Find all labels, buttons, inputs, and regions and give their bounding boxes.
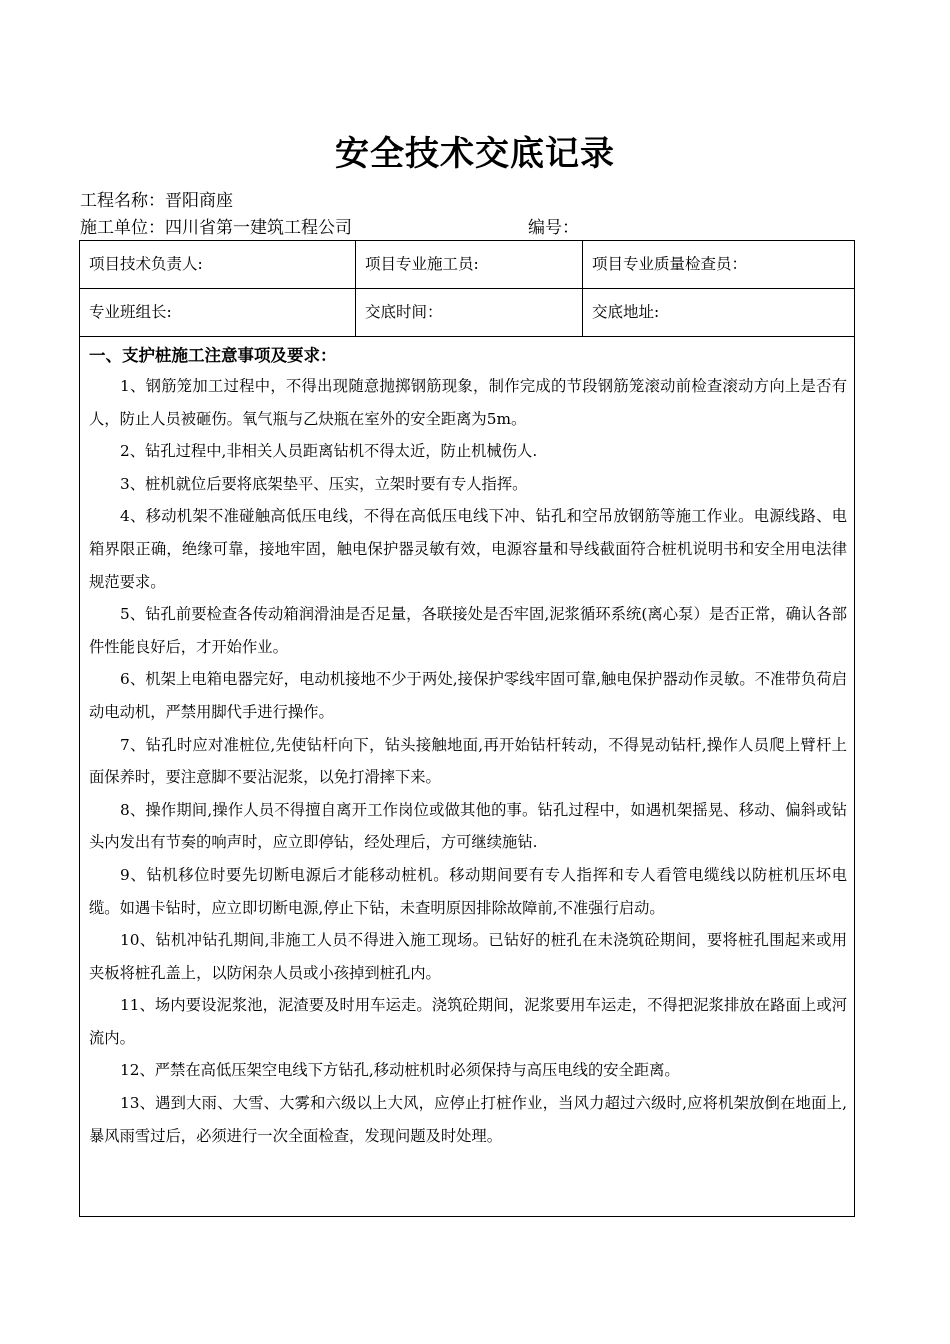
paragraph-2: 2、钻孔过程中,非相关人员距离钻机不得太近，防止机械伤人. — [120, 442, 538, 461]
paragraph-10: 10、钻机冲钻孔期间,非施工人员不得进入施工现场。已钻好的桩孔在未浇筑砼期间，要将桩孔围起来或用夹板将桩孔盖上，以防闲杂人员或小孩掉到桩孔内。 — [89, 931, 847, 982]
briefing-time-cell: 交底时间： — [356, 289, 583, 336]
project-name: 工程名称：晋阳商座 — [80, 191, 233, 211]
construction-unit: 施工单位：四川省第一建筑工程公司 — [80, 218, 352, 238]
team-leader-cell: 专业班组长: — [80, 289, 356, 336]
paragraph-13: 13、遇到大雨、大雪、大雾和六级以上大风，应停止打桩作业，当风力超过六级时,应将机架放倒在地面上,暴风雨雪过后，必须进行一次全面检查，发现问题及时处理。 — [89, 1094, 847, 1145]
paragraph-1: 1、钢筋笼加工过程中，不得出现随意抛掷钢筋现象，制作完成的节段钢筋笼滚动前检查滚动方向上是否有人，防止人员被砸伤。氧气瓶与乙炔瓶在室外的安全距离为5m。 — [89, 377, 847, 428]
section-title: 一、支护桩施工注意事项及要求： — [89, 346, 337, 365]
paragraph-6: 6、机架上电箱电器完好，电动机接地不少于两处,接保护零线牢固可靠,触电保护器动作灵敏。不准带负荷启动电动机，严禁用脚代手进行操作。 — [89, 670, 847, 721]
paragraph-12: 12、严禁在高低压架空电线下方钻孔,移动桩机时必须保持与高压电线的安全距离。 — [120, 1061, 680, 1080]
paragraph-9: 9、钻机移位时要先切断电源后才能移动桩机。移动期间要有专人指挥和专人看管电缆线以防桩机压坏电缆。如遇卡钻时，应立即切断电源,停止下钻，未查明原因排除故障前,不准强行启动。 — [89, 865, 847, 917]
construction-staff-cell: 项目专业施工员: — [356, 241, 583, 288]
header-row-2 — [80, 289, 854, 337]
tech-lead-cell: 项目技术负责人: — [80, 241, 356, 288]
briefing-content — [80, 338, 854, 1152]
paragraph-4: 4、移动机架不准碰触高低压电线，不得在高低压电线下冲、钻孔和空吊放钢筋等施工作业。电源线路、电箱界限正确，绝缘可靠，接地牢固，触电保护器灵敏有效，电源容量和导线截面符合桩机说明书和安全用电法律规范要求。 — [89, 507, 847, 591]
record-table — [79, 240, 855, 1217]
serial-number-label: 编号： — [528, 218, 579, 238]
header-row-1 — [80, 241, 854, 289]
quality-inspector-cell: 项目专业质量检查员： — [592, 255, 748, 273]
paragraph-11: 11、场内要设泥浆池，泥渣要及时用车运走。浇筑砼期间，泥浆要用车运走，不得把泥浆排放在路面上或河流内。 — [89, 996, 847, 1047]
paragraph-3: 3、桩机就位后要将底架垫平、压实，立架时要有专人指挥。 — [120, 474, 528, 493]
paragraph-8: 8、操作期间,操作人员不得擅自离开工作岗位或做其他的事。钻孔过程中，如遇机架摇晃、移动、偏斜或钻头内发出有节奏的响声时，应立即停钻，经处理后，方可继续施钻. — [89, 800, 847, 852]
briefing-location-cell: 交底地址: — [592, 303, 660, 321]
document-title: 安全技术交底记录 — [335, 134, 615, 174]
paragraph-5: 5、钻孔前要检查各传动箱润滑油是否足量，各联接处是否牢固,泥浆循环系统(离心泵）是否正常，确认各部件性能良好后，才开始作业。 — [89, 605, 847, 656]
paragraph-7: 7、钻孔时应对准桩位,先使钻杆向下，钻头接触地面,再开始钻杆转动，不得晃动钻杆,操作人员爬上臂杆上面保养时，要注意脚不要沾泥浆，以免打滑摔下来。 — [89, 735, 847, 787]
